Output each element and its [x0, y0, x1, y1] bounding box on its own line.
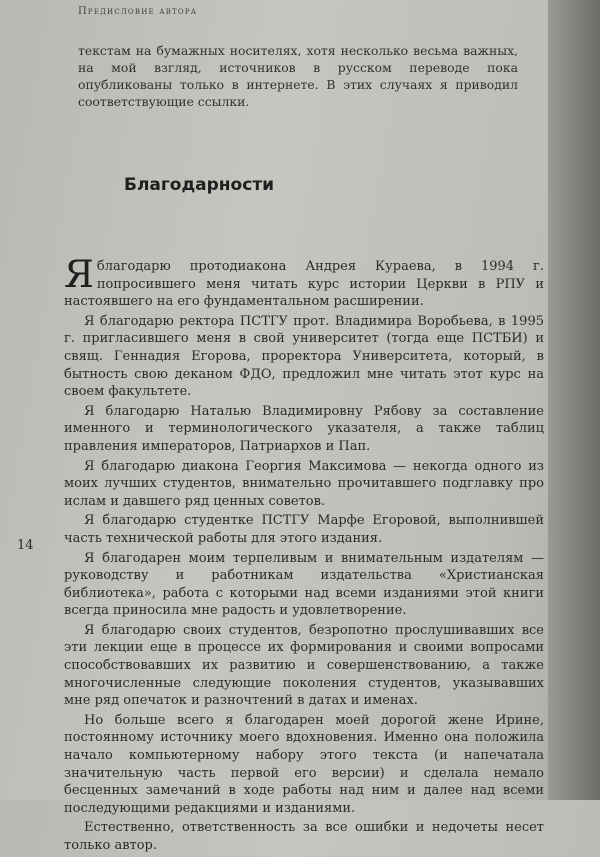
paragraph-students: Я благодарю своих студентов, безропотно прослушивавших все эти лекции еще в процессе их формирования и своими вопросами способствовавших их развитию и совершенствованию, а также многочисленные следующие поколения студентов, указывавших мне ряд опечаток и разночтений в датах и именах.: [64, 622, 544, 709]
paragraph-kuraev: [64, 253, 544, 311]
page-number: 14: [17, 538, 34, 553]
paragraph-maksimov: Я благодарю диакона Георгия Максимова — некогда одного из моих лучших студентов, внимательно прочитавшего подглавку про ислам и давшего ряд ценных советов.: [64, 458, 544, 509]
paragraph-ryabova: Я благодарю Наталью Владимировну Рябову за составление именного и терминологического указателя, а также таблиц правления императоров, Патриархов и Пап.: [64, 403, 544, 454]
paragraph-vorobyev: Я благодарю ректора ПСТГУ прот. Владимира Воробьева, в 1995 г. пригласившего меня в свой университет (тогда еще ПСТБИ) и свящ. Геннадия Егорова, проректора Университета, который, в бытность свою деканом ФДО, предложил мне читать этот курс на своем факультете.: [64, 313, 544, 400]
running-head: Предисловие автора: [78, 6, 198, 17]
drop-cap: Я: [64, 253, 94, 296]
acknowledgements-body: [64, 254, 544, 857]
intro-paragraph-container: [78, 42, 518, 110]
paragraph-responsibility: Естественно, ответственность за все ошибки и недочеты несет только автор.: [64, 820, 544, 853]
paragraph-publishers: Я благодарен моим терпеливым и внимательным издателям — руководству и работникам издательства «Христианская библиотека», работа с которыми над всеми изданиями этой книги всегда приносила мне радость и удовлетворение.: [64, 550, 544, 619]
paragraph-egorova: Я благодарю студентке ПСТГУ Марфе Егоровой, выполнившей часть технической работы для этого издания.: [64, 513, 544, 546]
intro-paragraph: текстам на бумажных носителях, хотя несколько весьма важных, на мой взгляд, источников в русском переводе пока опубликованы только в интернете. В этих случаях я приводил соответствующие ссылки.: [78, 43, 518, 109]
page-edge: [548, 0, 600, 800]
section-title: Благодарности: [124, 175, 275, 195]
paragraph-wife: Но больше всего я благодарен моей дорогой жене Ирине, постоянному источнику моего вдохновения. Именно она положила начало компьютерному набору этого текста (и напечатала значительную часть первой его версии) и сделала немало бесценных замечаний в ходе работы над ним и далее над всеми последующими редакциями и изданиями.: [64, 712, 544, 816]
paragraph-kuraev-text: благодарю протодиакона Андрея Кураева, в 1994 г. попросившего меня читать курс истории Церкви в РПУ и настоявшего на его фундаментальном расширении.: [64, 259, 544, 310]
